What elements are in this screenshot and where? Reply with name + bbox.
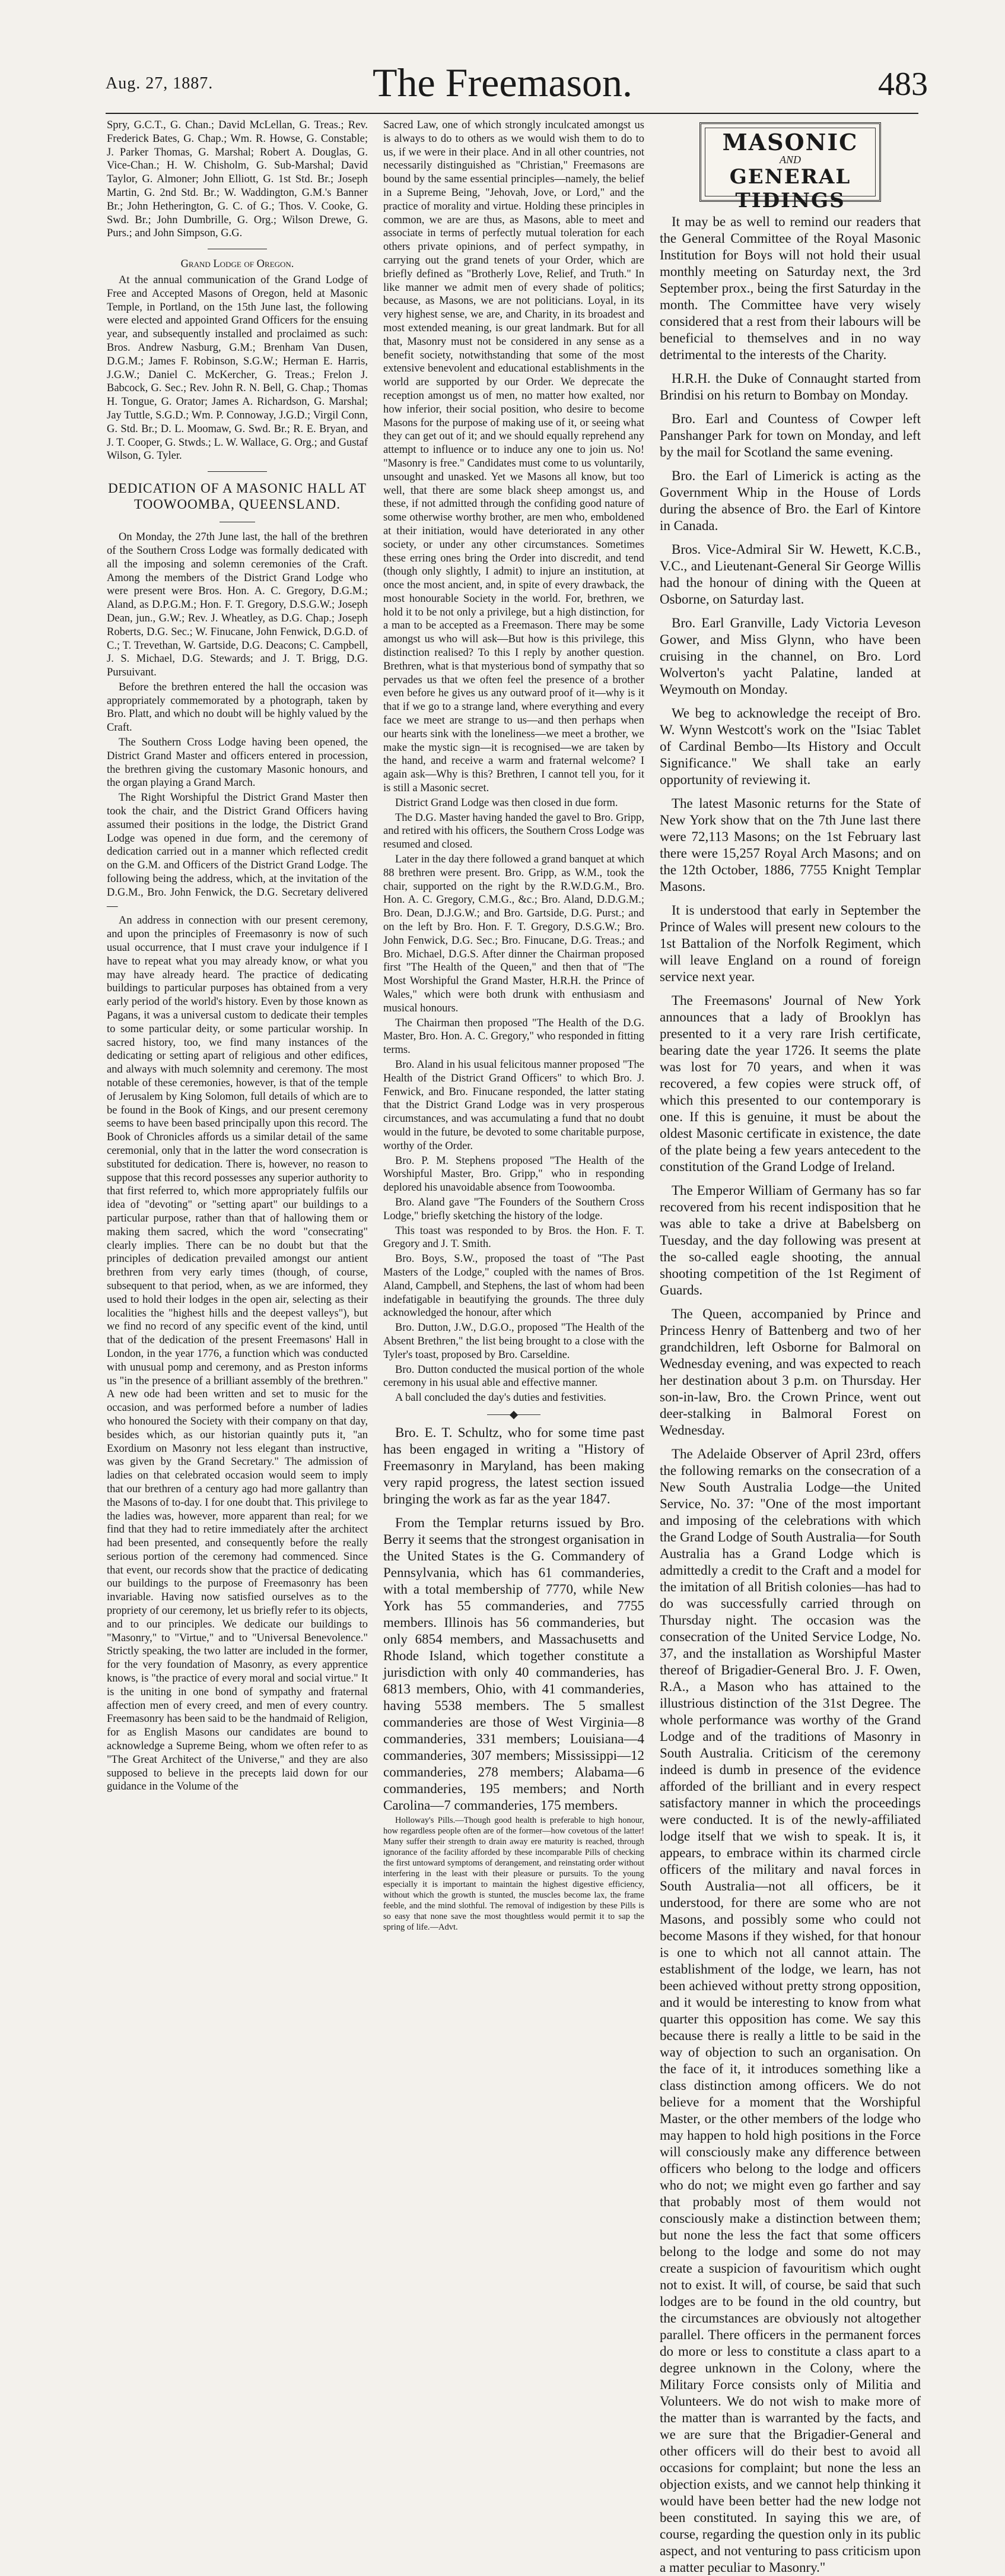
oregon-paragraph: At the annual communication of the Grand Lodge of Free and Accepted Masons of Oregon, held at Masonic Temple, in Portland, on the 15th June last, the following were elected and appointed Grand Officers for the ensuing year, and subsequently installed and proclaimed as such: Bros. Andrew Nasburg, G.M.; Brenham Van Dusen, D.G.M.; James F. Robinson, S.G.W.; Herman E. Harris, J.G.W.; Daniel C. McKercher, G. Treas.; Frelon J. Babcock, G. Sec.; Rev. John R. N. Bell, G. Chap.; Thomas H. Tongue, G. Orator; James A. Richardson, G. Marshal; Jay Tuttle, S.G.D.; Wm. P. Connoway, J.G.D.; Virgil Conn, G. Std. Br.; D. L. Moomaw, G. Swd. Br.; R. E. Bryan, and J. T. Cooper, G. Stwds.; L. W. Wallace, G. Org.; and Gustaf Wilson, G. Tyler. bbox=[107, 274, 368, 462]
article-heading-toowoomba: DEDICATION OF A MASONIC HALL AT TOOWOOMBA, QUEENSLAND. bbox=[108, 481, 367, 512]
news-item: Bros. Vice-Admiral Sir W. Hewett, K.C.B., V.C., and Lieutenant-General Sir George Willis had the honour of dining with the Queen at Osborne, on Saturday last. bbox=[660, 542, 921, 607]
article-paragraph: The Southern Cross Lodge having been opened, the District Grand Master and officers entered in procession, the brethren giving the customary Masonic honours, and the organ playing a Grand March. bbox=[107, 737, 368, 789]
banner-line-3: GENERAL TIDINGS bbox=[729, 165, 851, 212]
banner-frame bbox=[705, 128, 876, 212]
header-rule bbox=[106, 113, 918, 114]
column-2 bbox=[383, 119, 644, 1932]
banner-line-2: AND bbox=[780, 154, 801, 166]
banner-line-1: MASONIC bbox=[722, 129, 858, 156]
news-item: H.R.H. the Duke of Connaught started from Brindisi on his return to Bombay on Monday. bbox=[660, 371, 921, 402]
news-item: The Emperor William of Germany has so far recovered from his recent indisposition that he was able to take a drive at Babelsberg on Tuesday, and the day following was present at the so-called eagle shooting, the annual shooting competition of the 1st Regiment of Guards. bbox=[660, 1183, 921, 1297]
templar-returns-paragraph: From the Templar returns issued by Bro. Berry it seems that the strongest organisation in the United States is the G. Commandery of Pennsylvania, which has 61 commanderies, with a total membership of 7770, while New York has 55 commanderies, and 7755 members. Illinois has 56 commanderies, but only 6854 members, and Massachusetts and Rhode Island, which together constitute a jurisdiction with only 40 commanderies, has 6813 members, Ohio, with 41 commanderies, having 5538 members. The 5 smallest commanderies are those of West Virginia—8 commanderies, 331 members; Louisiana—4 commanderies, 307 members; Mississippi—12 commanderies, 278 members; Alabama—6 commanderies, 195 members; and North Carolina—7 commanderies, 175 members. bbox=[383, 1515, 644, 1813]
news-item: Bro. the Earl of Limerick is acting as the Government Whip in the House of Lords during the absence of Bro. the Earl of Kintore in Canada. bbox=[660, 468, 921, 533]
news-item: Bro. Earl and Countess of Cowper left Panshanger Park for town on Monday, and left by the mail for Scotland the same evening. bbox=[660, 411, 921, 459]
article-paragraph: Bro. Dutton conducted the musical portion of the whole ceremony in his usual able and effective manner. bbox=[383, 1363, 644, 1389]
news-item: The Freemasons' Journal of New York announces that a lady of Brooklyn has presented to it a very rare Irish certificate, bearing date the year 1726. It seems the plate was lost for 70 years, and when it was recovered, a few copies were struck off, of which this presented to our contemporary is one. If this is genuine, it must be about the oldest Masonic certificate in existence, the date of the plate being a few years antecedent to the constitution of the Grand Lodge of Ireland. bbox=[660, 993, 921, 1174]
masonic-tidings-banner bbox=[699, 122, 881, 212]
news-item: The latest Masonic returns for the State of New York show that on the 7th June last there were 72,113 Masons; on the 1st February last there were 15,257 Royal Arch Masons; and on the 12th October, 1886, 7755 Knight Templar Masons. bbox=[660, 796, 921, 894]
news-item: It is understood that early in September the Prince of Wales will present new colours to the 1st Battalion of the Norfolk Regiment, which will leave England on a round of foreign service next year. bbox=[660, 903, 921, 984]
masthead bbox=[0, 0, 1005, 107]
article-paragraph: Bro. P. M. Stephens proposed "The Health of the Worshipful Master, Bro. Gripp," who in responding deplored his unavoidable absence from Toowoomba. bbox=[383, 1154, 644, 1194]
schultz-paragraph: Bro. E. T. Schultz, who for some time past has been engaged in writing a "History of Freemasonry in Maryland, has been making very rapid progress, the latest section issued bringing the work as far as the year 1847. bbox=[383, 1425, 644, 1506]
article-paragraph: The Chairman then proposed "The Health of the D.G. Master, Bro. Hon. A. C. Gregory," who responded in fitting terms. bbox=[383, 1017, 644, 1057]
article-paragraph: This toast was responded to by Bros. the Hon. F. T. Gregory and J. T. Smith. bbox=[383, 1224, 644, 1251]
article-paragraph: Before the brethren entered the hall the occasion was appropriately commemorated by a photograph, taken by Bro. Platt, and which no doubt will be highly valued by the Craft. bbox=[107, 681, 368, 734]
article-paragraph: Bro. Boys, S.W., proposed the toast of "The Past Masters of the Lodge," coupled with the names of Bros. Aland, Campbell, and Stephens, the last of whom had been indefatigable in beautifying the grounds. The three duly acknowledged the honour, after which bbox=[383, 1253, 644, 1319]
news-item: It may be as well to remind our readers that the General Committee of the Royal Masonic Institution for Boys will not hold their usual monthly meeting on Saturday next, the 3rd September prox., being the first Saturday in the month. The Committee have very wisely considered that a rest from their labours will be beneficial to themselves and in no way detrimental to the interests of the Charity. bbox=[660, 214, 921, 362]
oregon-heading: Grand Lodge of Oregon. bbox=[180, 258, 294, 271]
page-number: 483 bbox=[878, 66, 928, 103]
publication-title: The Freemason. bbox=[372, 60, 633, 105]
news-item: We beg to acknowledge the receipt of Bro. W. Wynn Westcott's work on the "Isiac Tablet of Cardinal Bembo—Its History and Occult Significance." We shall take an early opportunity of reviewing it. bbox=[660, 706, 921, 787]
article-paragraph: Later in the day there followed a grand banquet at which 88 brethren were present. Bro. Gripp, as W.M., took the chair, supported on the right by the R.W.D.G.M., Bro. Hon. A. C. Gregory, C.M.G., &c.; Bro. Aland, D.D.G.M.; Bro. Dean, D.J.G.W.; and Bro. Gartside, D.G. Purst.; and on the left by Bro. Hon. F. T. Gregory, D.S.G.W.; Bro. John Fenwick, D.G. Sec.; Bro. Finucane, D.G. Treas.; and Bro. Michael, D.G.S. After dinner the Chairman proposed first "The Health of the Queen," and then that of "The Most Worshipful the Grand Master, H.R.H. the Prince of Wales," which were both drunk with enthusiasm and musical honours. bbox=[383, 854, 644, 1014]
article-paragraph: District Grand Lodge was then closed in due form. bbox=[395, 797, 618, 809]
article-paragraph: Sacred Law, one of which strongly inculcated amongst us is always to do to others as we would wish them to do to us, if we were in their place. And in all other countries, not necessarily distinguished as "Christian," Freemasons are bound by the same essential principles—namely, the belief in a Supreme Being, "Jehovah, Jove, or Lord," and the practice of morality and virtue. Holding these principles in common, we are are thus, as Masons, able to meet and associate in terms of perfectly mutual toleration for each others private opinions, and of perfect sympathy, in carrying out the grand tenets of your Order, which are briefly defined as "Brotherly Love, Relief, and Truth." In like manner we admit men of every shade of politics; because, as Masons, we are not politicians. Loyal, in its very highest sense, we are, and Charity, in its broadest and most extended meaning, is our great landmark. But for all that, Masonry must not be considered in any sense as a benefit society, notwithstanding that some of the most extensive benevolent and educational establishments in the world are supported by our Order. We deprecate the reception amongst us of men, no matter how exalted, nor how inferior, their social position, who desire to become Masons for the purpose of making use of it, or seeing what they can get out of it; and we should equally reprehend any attempt to influence or to induce any one to join us. No! "Masonry is free." Candidates must come to us voluntarily, unsought and unasked. Yet we Masons all know, but too well, that there are some black sheep amongst us, and these, if not admitted through the confiding good nature of some otherwise worthy brother, are men who, emboldened at their initiation, would have deteriorated in any other society, or under any other circumstances. Sometimes these erring ones bring the Order into discredit, and tend (though only slightly, I admit) to injure an institution, at once the most ancient, and, in spite of every drawback, the most honourable Society in the world. For, brethren, we hold it to be not only a privilege, but a high distinction, for a man to be accepted as a Freemason. There may be some amongst us who will ask—But how is this privilege, this distinction realised? To this I reply by another question. Brethren, what is that mysterious bond of sympathy that so pervades us that we often feel the presence of a brother even before he gives us any outward proof of it—why is it that if we go to a strange land, where everything and every face we meet are strange to us—and then perhaps when our hearts sink with the loneliness—we meet a brother, we make the mystic sign—it is recognised—we are taken by the hand, and receive a warm and fraternal welcome? I again ask—Why is this? Brethren, I cannot tell you, for it is still a Masonic secret. bbox=[383, 119, 644, 795]
issue-date: Aug. 27, 1887. bbox=[106, 74, 214, 93]
news-item-adelaide-observer: The Adelaide Observer of April 23rd, offers the following remarks on the consecration of a New South Australia Lodge—the United Service, No. 37: "One of the most important and imposing of the celebrations with which the Grand Lodge of South Australia—for South Australia has a Grand Lodge which is admittedly a credit to the Craft and a model for the imitation of all British colonies—has had to do was successfully carried through on Thursday night. The occasion was the consecration of the United Service Lodge, No. 37, and the installation as Worshipful Master thereof of Brigadier-General Bro. J. F. Owen, R.A., a Mason who has attained to the illustrious distinction of the 31st Degree. The whole performance was worthy of the Grand Lodge and of the traditions of Masonry in South Australia. Criticism of the ceremony indeed is dumb in presence of the evidence afforded of the brilliant and in every respect satisfactory manner in which the proceedings were conducted. It is of the newly-affiliated lodge itself that we wish to speak. It is, it appears, to embrace within its charmed circle officers of the military and naval forces in South Australia—not all officers, be it understood, for there are some who are not Masons, and possibly some who could not become Masons if they wished, for that honour is one to which not all cannot attain. The establishment of the lodge, we learn, has not been achieved without pretty strong opposition, and it would be interesting to know from what quarter this opposition has come. We say this because there is really a little to be said in the way of objection to such an organisation. On the face of it, it introduces something like a class distinction among officers. We do not believe for a moment that the Worshipful Master, or the other members of the lodge who may happen to hold high positions in the Force will consciously make any difference between officers who belong to the lodge and officers who do not; we might even go farther and say that probably most of them would not consciously make a distinction between them; but none the less the fact that some officers belong to the lodge and some do not may create a suspicion of favouritism which ought not to exist. It will, of course, be said that such lodges are to be found in the old country, but the circumstances are obviously not altogether parallel. There officers in the permanent forces do more or less to constitute a class apart to a degree unknown in the Colony, where the Military Force consists only of Militia and Volunteers. We do not wish to make more of the matter than is warranted by the facts, and we are sure that the Brigadier-General and other officers will do their best to avoid all occasions for complaint; but none the less an objection exists, and we cannot help thinking it would have been better had the new lodge not been constituted. In saying this we are, of course, regarding the question only in its public aspect, and not venturing to pass criticism upon a matter peculiar to Masonry." bbox=[660, 1446, 921, 2575]
article-paragraph: A ball concluded the day's duties and festivities. bbox=[395, 1392, 606, 1404]
holloways-pills-advert: Holloway's Pills.—Though good health is preferable to high honour, how regardless people often are of the former—how covetous of the latter! Many suffer their strength to drain away ere maturity is reached, through ignorance of the facility afforded by these incomparable Pills of checking the first untoward symptoms of derangement, and reinstating order without interfering in the least with their pleasure or pursuits. To the young especially it is important to maintain the highest digestive efficiency, without which the growth is stunted, the muscles become lax, the frame feeble, and the mind slothful. The removal of indigestion by these Pills is so easy that none save the most thoughtless would permit it to sap the spring of life.—Advt. bbox=[383, 1815, 644, 1932]
column-1 bbox=[107, 119, 368, 1793]
article-paragraph: Bro. Aland in his usual felicitous manner proposed "The Health of the District Grand Officers" to which Bro. J. Fenwick, and Bro. Finucane responded, the latter stating that the District Grand Lodge was in very prosperous circumstances, and was accumulating a fund that no doubt would in the future, be devoted to some charitable purpose, worthy of the Order. bbox=[383, 1058, 644, 1152]
section-divider bbox=[208, 471, 267, 472]
ornament-divider bbox=[487, 1414, 540, 1415]
column-3 bbox=[660, 119, 921, 2575]
news-item: The Queen, accompanied by Prince and Princess Henry of Battenberg and two of her grandchildren, left Osborne for Balmoral on Wednesday evening, and was expected to reach her destination about 3 p.m. on Thursday. Her son-in-law, Bro. the Crown Prince, went out deer-stalking in Balmoral Forest on Wednesday. bbox=[660, 1306, 921, 1438]
grand-officers-list: Spry, G.C.T., G. Chan.; David McLellan, G. Treas.; Rev. Frederick Bates, G. Chap.; Wm. R. Howse, G. Constable; J. Parker Thomas, G. Marshal; Robert A. Douglas, G. Vice-Chan.; H. W. Chisholm, G. Sub-Marshal; David Taylor, G. Almoner; John Elliott, G. 1st Std. Br.; Joseph Martin, G. 2nd Std. Br.; W. Waddington, G.M.'s Banner Br.; John Hetherington, G. C. of G.; Thos. V. Cooke, G. Swd. Br.; John Dumbrille, G. Org.; Wilson Drewe, G. Purs.; and John Simpson, G.G. bbox=[107, 119, 368, 240]
article-paragraph: The Right Worshipful the District Grand Master then took the chair, and the District Grand Officers having assumed their positions in the lodge, the District Grand Lodge was opened in due form, and the ceremony of dedication carried out in a manner which reflected credit on the G.M. and Officers of the District Grand Lodge. The following being the address, which, at the invitation of the D.G.M., Bro. John Fenwick, the D.G. Secretary delivered— bbox=[107, 792, 368, 912]
article-paragraph: Bro. Aland gave "The Founders of the Southern Cross Lodge," briefly sketching the history of the lodge. bbox=[383, 1196, 644, 1222]
article-paragraph: An address in connection with our present ceremony, and upon the principles of Freemasonry is now of such usual occurrence, that I must crave your indulgence if I have to repeat what you may already know, or what you may have already heard. The practice of dedicating buildings to particular purposes has obtained from a very early period of the world's history. Even by those known as Pagans, it was a universal custom to dedicate their temples to some particular deity, or some particular worship. In sacred history, too, we find many instances of the dedicating or setting apart of religious and other edifices, and always with much solemnity and ceremony. The most notable of these ceremonies, however, is that of the temple of Jerusalem by King Solomon, full details of which are to be found in the Book of Kings, and our present ceremony seems to have been based principally upon this record. The Book of Chronicles affords us a similar detail of the same ceremonial, only that in the latter the word consecration is substituted for dedication. There is, however, no reason to suppose that this record possesses any superior authority to that first referred to, which more appropriately fulfils our idea of "devoting" or "setting apart" our buildings to a particular purpose, rather than that of hallowing them or making them sacred, which the word "consecrating" clearly implies. There can be no doubt but that the principles of dedication prevailed amongst our antient brethren from very early times (though, of course, subsequent to that period, when, as we are informed, they used to hold their lodges in the open air, selecting as their localities the "highest hills and the deepest valleys"), but we find no record of any specific event of the kind, until that of the dedication of the present Freemasons' Hall in London, in the year 1776, a function which was conducted with unusual pomp and ceremony, and as Preston informs us "in the presence of a brilliant assembly of the brethren." A new ode had been written and set to music for the occasion, and was performed before a number of ladies who honoured the Society with their company on that day, besides which, as our historian quaintly puts it, "an Exordium on Masonry not less elegant than instructive, was given by the Grand Secretary." The admission of ladies on that celebrated occasion would seem to imply that our brethren of a century ago had more gallantry than the Masons of to-day. I for one doubt that. This privilege to the ladies was, however, more apparent than real; for we find that they had to retire immediately after the architect had been presented, and consequently before the really serious portion of the ceremony had commenced. Since that event, our records show that the practice of dedicating our buildings to the purpose of Freemasonry has been invariable. Having now satisfied ourselves as to the propriety of our ceremony, let us briefly refer to its objects, and to our principles. We dedicate our buildings to "Masonry," to "Virtue," and to "Universal Benevolence." Strictly speaking, the two latter are included in the former, for the very foundation of Masonry, as every apprentice knows, is "the practice of every moral and social virtue." It is the uniting in one bond of sympathy and fraternal affection men of every creed, and men of every country. Freemasonry has been said to be the handmaid of Religion, for as English Masons our candidates are bound to acknowledge a Supreme Being, whom we often refer to as "The Great Architect of the Universe," and they are also supposed to believe in the precepts laid down for our guidance in the Volume of the bbox=[107, 915, 368, 1793]
article-paragraph: On Monday, the 27th June last, the hall of the brethren of the Southern Cross Lodge was formally dedicated with all the imposing and solemn ceremonies of the Craft. Among the members of the District Grand Lodge who were present were Bros. Hon. A. C. Gregory, D.G.M.; Aland, as D.P.G.M.; Hon. F. T. Gregory, D.S.G.W.; Joseph Dean, jun., G.W.; Rev. J. Wheatley, as D.G. Chap.; Joseph Roberts, D.G. Sec.; W. Finucane, John Fenwick, D.G.D. of C.; T. Trevethan, W. Gartside, D.G. Deacons; C. Campbell, J. S. Michael, D.G. Stewards; and J. T. Brigg, D.G. Pursuivant. bbox=[107, 531, 368, 679]
news-item: Bro. Earl Granville, Lady Victoria Leveson Gower, and Miss Glynn, who have been cruising in the channel, on Bro. Lord Wolverton's yacht Palatine, landed at Weymouth on Monday. bbox=[660, 616, 921, 697]
article-paragraph: The D.G. Master having handed the gavel to Bro. Gripp, and retired with his officers, the Southern Cross Lodge was resumed and closed. bbox=[383, 811, 644, 851]
article-paragraph: Bro. Dutton, J.W., D.G.O., proposed "The Health of the Absent Brethren," the list being brought to a close with the Tyler's toast, proposed by Bro. Carseldine. bbox=[383, 1322, 644, 1361]
